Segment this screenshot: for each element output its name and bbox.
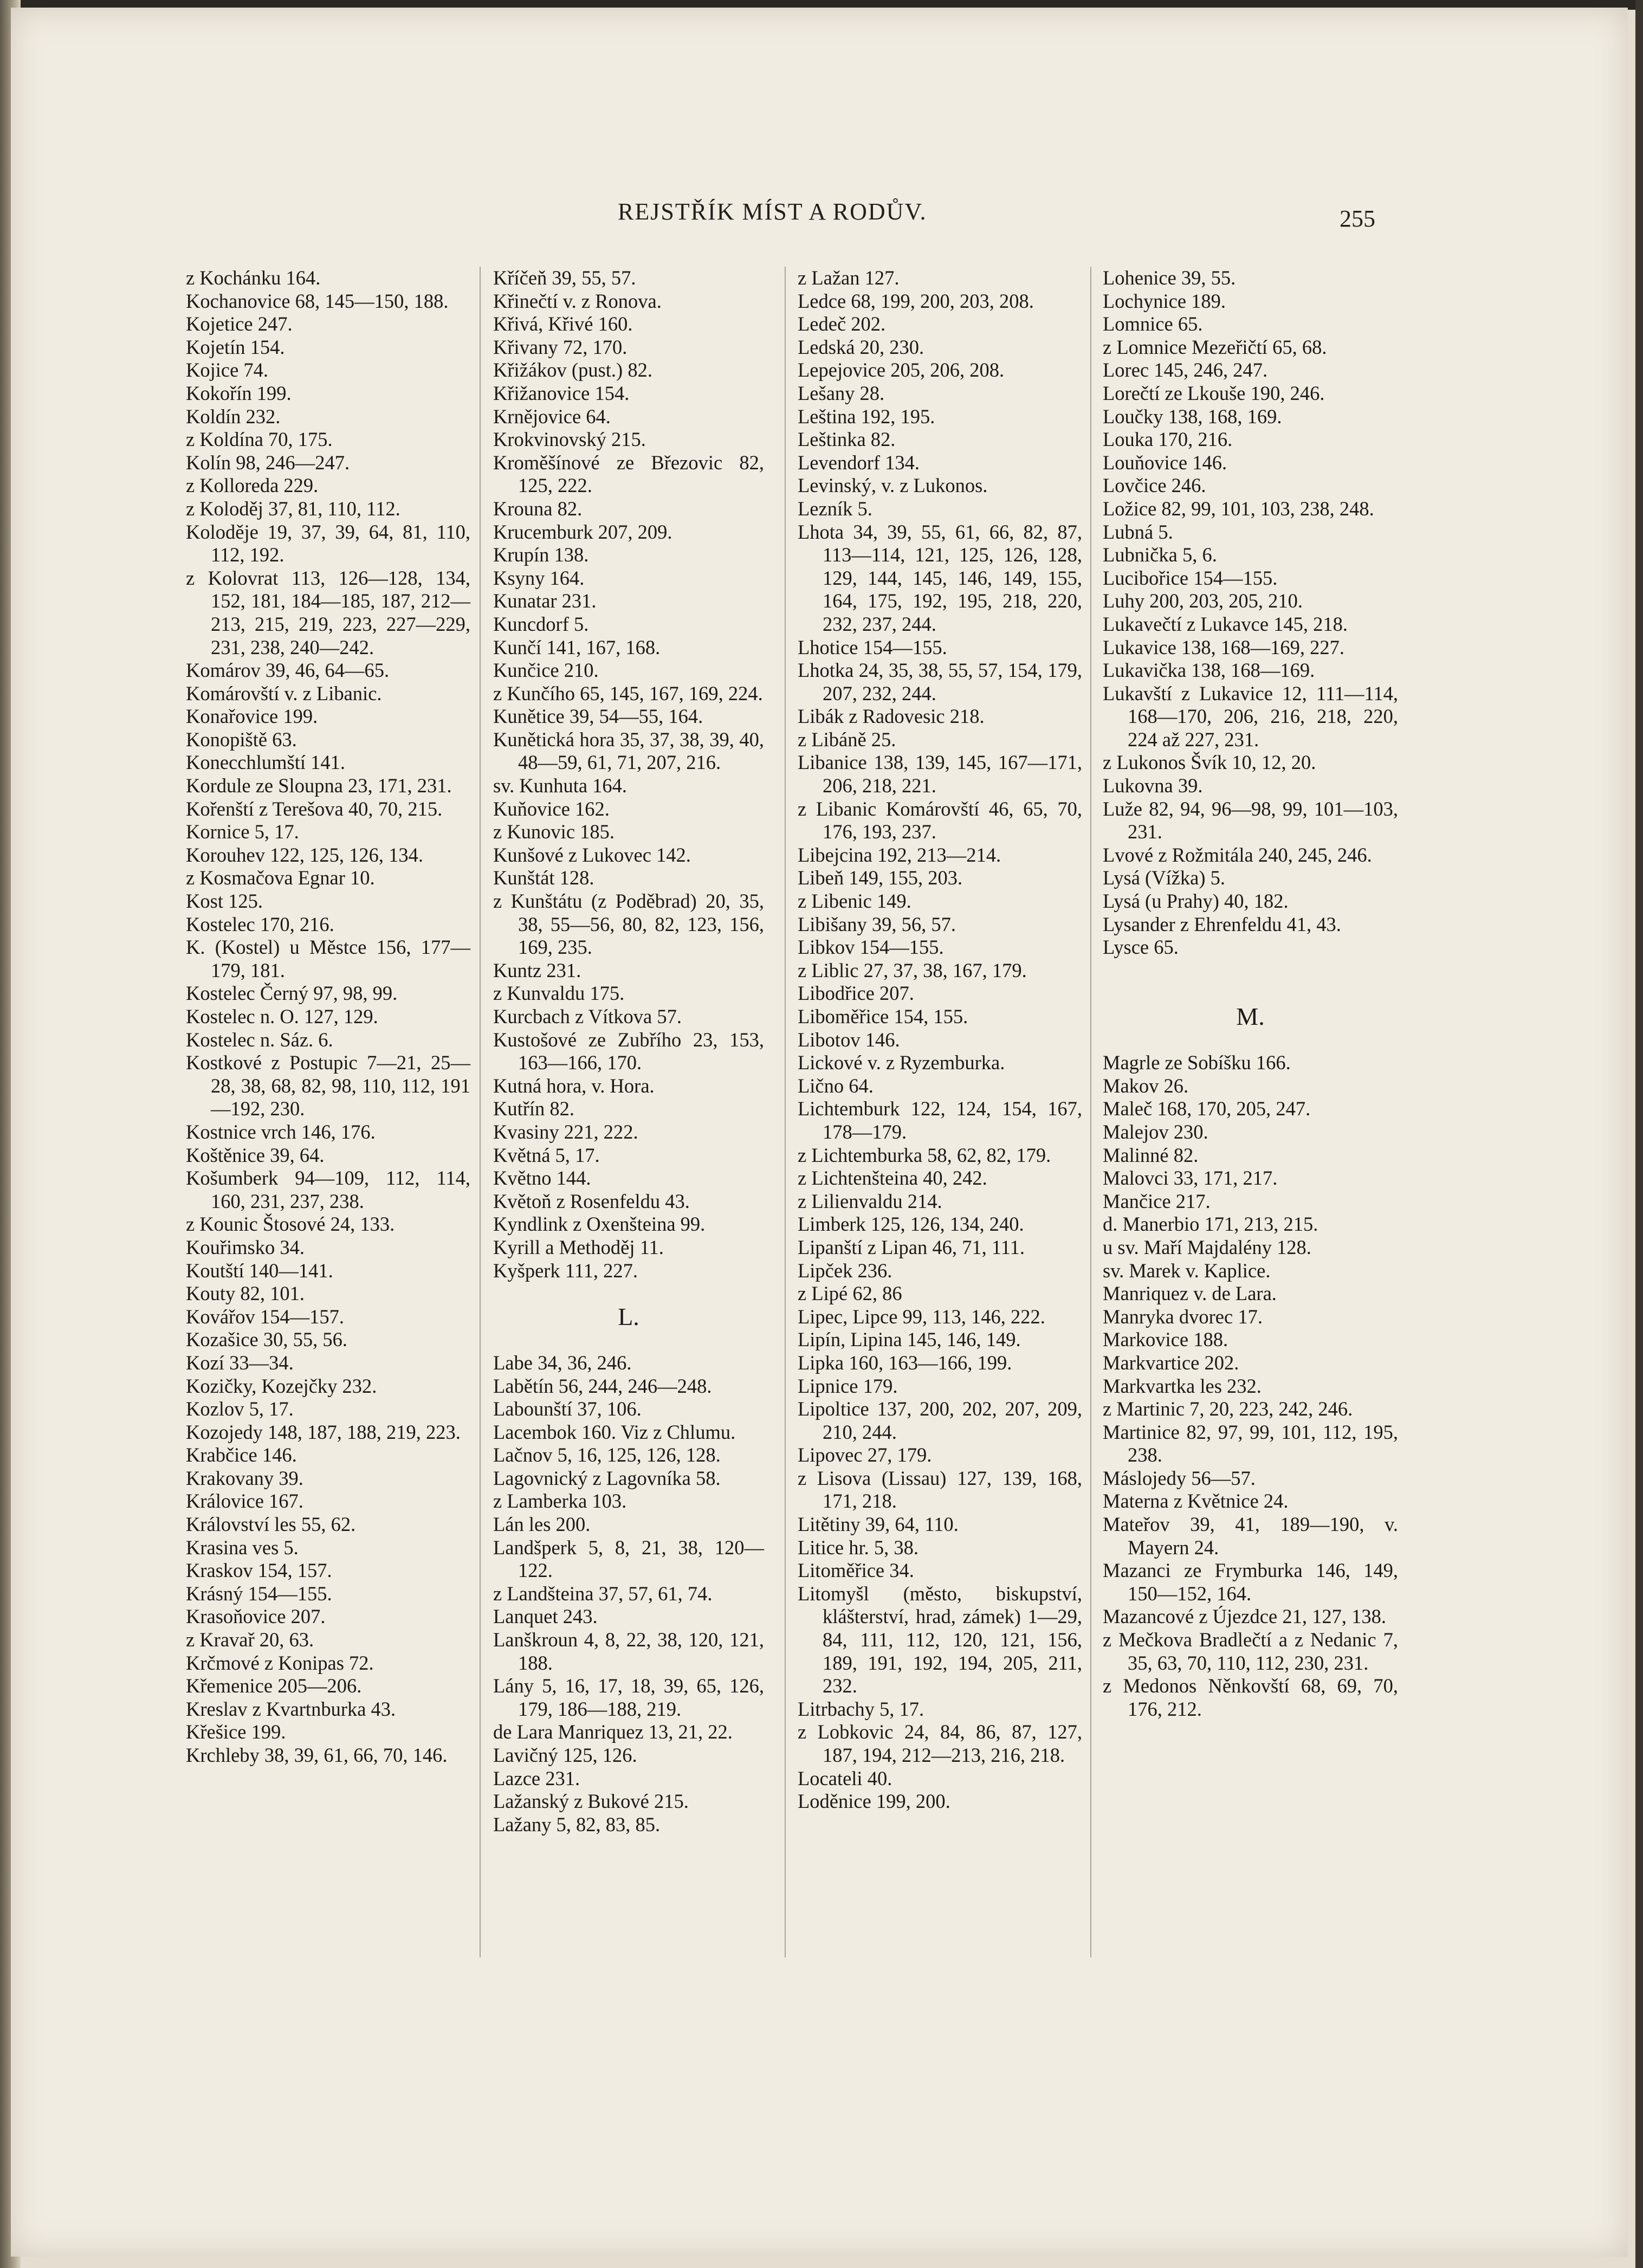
index-entry: Lysá (u Prahy) 40, 182.	[1103, 890, 1289, 913]
index-entry: Kost 125.	[186, 890, 263, 913]
index-entry: Kuňovice 162.	[493, 797, 610, 820]
index-entry: Litomyšl (město, biskupství, klášterství, hrad, zámek) 1—29, 84, 111, 112, 120, 121, 156, 189, 191, 192, 194, 205, 211, 232.	[798, 1582, 1082, 1697]
index-entry: Leštinka 82.	[798, 428, 896, 451]
index-entry: Kříčeň 39, 55, 57.	[493, 267, 636, 289]
index-entry: z Kochánku 164.	[186, 267, 321, 289]
index-entry: Kozojedy 148, 187, 188, 219, 223.	[186, 1420, 461, 1443]
index-entry: Lorečtí ze Lkouše 190, 246.	[1103, 382, 1325, 404]
index-entry: Lomnice 65.	[1103, 313, 1203, 335]
index-entry: Lipín, Lipina 145, 146, 149.	[798, 1328, 1021, 1351]
index-entry: z Lobkovic 24, 84, 86, 87, 127, 187, 194, 212—213, 216, 218.	[798, 1721, 1082, 1766]
index-entry: Lichtemburk 122, 124, 154, 167, 178—179.	[798, 1097, 1082, 1143]
index-entry: z Mečkova Bradlečtí a z Nedanic 7, 35, 63, 70, 110, 112, 230, 231.	[1103, 1629, 1398, 1674]
index-entry: Mazanci ze Frymburka 146, 149, 150—152, 164.	[1103, 1559, 1398, 1605]
index-entry: Lažanský z Bukové 215.	[493, 1790, 689, 1813]
index-entry: Lukovna 39.	[1103, 774, 1203, 797]
index-entry: Locateli 40.	[798, 1767, 892, 1789]
index-entry: Kustošové ze Zubřího 23, 153, 163—166, 170.	[493, 1028, 764, 1074]
index-entry: Krupín 138.	[493, 544, 589, 566]
index-entry: z Kounic Štosové 24, 133.	[186, 1213, 395, 1236]
index-entry: Ledská 20, 230.	[798, 335, 924, 358]
index-entry: Libejcina 192, 213—214.	[798, 843, 1001, 866]
index-entry: z Liblic 27, 37, 38, 167, 179.	[798, 959, 1027, 981]
index-entry: Kozlov 5, 17.	[186, 1398, 294, 1420]
index-entry: Kostelec 170, 216.	[186, 913, 334, 935]
index-entry: Koutští 140—141.	[186, 1259, 333, 1282]
index-entry: z Kunovic 185.	[493, 820, 615, 843]
index-entry: Lysce 65.	[1103, 936, 1179, 959]
index-entry: Levendorf 134.	[798, 451, 920, 474]
column-rule	[785, 267, 786, 1957]
index-entry: Křivá, Křivé 160.	[493, 313, 633, 335]
index-entry: Lucibořice 154—155.	[1103, 566, 1278, 589]
index-entry: Kunšové z Lukovec 142.	[493, 843, 691, 866]
index-entry: Lukavští z Lukavice 12, 111—114, 168—170, 206, 216, 218, 220, 224 až 227, 231.	[1103, 682, 1398, 751]
index-entry: Krasina ves 5.	[186, 1536, 299, 1559]
index-entry: Kordule ze Sloupna 23, 171, 231.	[186, 774, 452, 797]
index-entry: Lipec, Lipce 99, 113, 146, 222.	[798, 1305, 1045, 1328]
index-entry: Kunatar 231.	[493, 590, 597, 612]
index-entry: Lhotice 154—155.	[798, 636, 947, 658]
index-entry: Krásný 154—155.	[186, 1582, 332, 1605]
index-entry: Lubnička 5, 6.	[1103, 544, 1217, 566]
index-entry: Litice hr. 5, 38.	[798, 1536, 919, 1559]
index-entry: Leština 192, 195.	[798, 405, 935, 428]
index-column-2	[493, 267, 764, 1836]
index-entry: Kunětice 39, 54—55, 164.	[493, 705, 703, 728]
index-entry: Malinné 82.	[1103, 1143, 1199, 1166]
index-entry: Limberk 125, 126, 134, 240.	[798, 1213, 1024, 1236]
index-entry: z Libanic Komárovští 46, 65, 70, 176, 193, 237.	[798, 797, 1082, 843]
index-entry: Kuncdorf 5.	[493, 612, 589, 635]
index-entry: Lavičný 125, 126.	[493, 1744, 637, 1766]
index-entry: Křivany 72, 170.	[493, 335, 628, 358]
index-entry: z Koldína 70, 175.	[186, 428, 333, 451]
index-entry: Lhota 34, 39, 55, 61, 66, 82, 87, 113—114, 121, 125, 126, 128, 129, 144, 145, 146, 149, 155, 164, 175, 192, 195, 218, 220, 232, 237, 244.	[798, 520, 1082, 635]
index-entry: Krabčice 146.	[186, 1444, 297, 1466]
index-entry: Kornice 5, 17.	[186, 820, 299, 843]
index-entry: Kovářov 154—157.	[186, 1305, 344, 1328]
index-column-1	[186, 267, 470, 1767]
index-entry: Kokořín 199.	[186, 382, 292, 404]
index-column-4	[1103, 267, 1398, 1721]
index-entry: Libkov 154—155.	[798, 936, 944, 959]
index-entry: Materna z Květnice 24.	[1103, 1490, 1289, 1513]
index-entry: Lipka 160, 163—166, 199.	[798, 1351, 1012, 1374]
index-entry: Louňovice 146.	[1103, 451, 1227, 474]
index-entry: Ložice 82, 99, 101, 103, 238, 248.	[1103, 497, 1374, 520]
index-entry: sv. Kunhuta 164.	[493, 774, 628, 797]
index-entry: Libák z Radovesic 218.	[798, 705, 985, 728]
index-entry: Lysander z Ehrenfeldu 41, 43.	[1103, 913, 1341, 935]
spacer	[1103, 959, 1398, 983]
index-entry: z Kunvaldu 175.	[493, 982, 625, 1005]
index-entry: Markvartice 202.	[1103, 1351, 1239, 1374]
column-rule	[1090, 267, 1091, 1957]
index-entry: Lubná 5.	[1103, 520, 1173, 543]
index-entry: Království les 55, 62.	[186, 1513, 356, 1536]
index-entry: Konecchlumští 141.	[186, 751, 345, 774]
index-entry: Lovčice 246.	[1103, 474, 1206, 497]
column-rule	[480, 267, 481, 1957]
index-entry: Luhy 200, 203, 205, 210.	[1103, 590, 1303, 612]
index-entry: Koštěnice 39, 64.	[186, 1143, 325, 1166]
spacer	[1103, 982, 1398, 1005]
page-title: REJSTŘÍK MÍST A RODŮV.	[618, 198, 927, 225]
index-entry: de Lara Manriquez 13, 21, 22.	[493, 1721, 733, 1743]
index-entry: z Lažan 127.	[798, 267, 900, 289]
index-entry: Markovice 188.	[1103, 1328, 1228, 1351]
index-entry: Libanice 138, 139, 145, 167—171, 206, 218, 221.	[798, 751, 1082, 797]
index-entry: Kojice 74.	[186, 359, 269, 382]
index-entry: Kraskov 154, 157.	[186, 1559, 332, 1582]
spacer	[493, 1282, 764, 1306]
index-entry: Kozičky, Kozejčky 232.	[186, 1374, 377, 1397]
index-entry: Lochynice 189.	[1103, 289, 1226, 312]
index-entry: Křinečtí v. z Ronova.	[493, 289, 662, 312]
index-entry: Kojetice 247.	[186, 313, 293, 335]
index-entry: Kyndlink z Oxenšteina 99.	[493, 1213, 706, 1236]
index-entry: Lán les 200.	[493, 1513, 591, 1536]
index-entry: Kolín 98, 246—247.	[186, 451, 350, 474]
index-entry: Lanquet 243.	[493, 1605, 598, 1628]
index-entry: Kunětická hora 35, 37, 38, 39, 40, 48—59, 61, 71, 207, 216.	[493, 728, 764, 774]
index-entry: Libodřice 207.	[798, 982, 914, 1005]
index-entry: z Kunštátu (z Poděbrad) 20, 35, 38, 55—56, 80, 82, 123, 156, 169, 235.	[493, 890, 764, 959]
index-entry: z Lukonos Švík 10, 12, 20.	[1103, 751, 1316, 774]
index-entry: Košumberk 94—109, 112, 114, 160, 231, 237, 238.	[186, 1167, 470, 1212]
index-entry: Královice 167.	[186, 1490, 303, 1513]
index-entry: z Lichtenšteina 40, 242.	[798, 1167, 987, 1190]
index-entry: Kutná hora, v. Hora.	[493, 1074, 655, 1097]
index-entry: Litětiny 39, 64, 110.	[798, 1513, 959, 1536]
index-entry: Kouty 82, 101.	[186, 1282, 305, 1305]
index-entry: Krchleby 38, 39, 61, 66, 70, 146.	[186, 1744, 448, 1766]
index-entry: Lipovec 27, 179.	[798, 1444, 932, 1466]
index-entry: Lačnov 5, 16, 125, 126, 128.	[493, 1444, 721, 1466]
index-entry: Lezník 5.	[798, 497, 872, 520]
index-entry: Lohenice 39, 55.	[1103, 267, 1236, 289]
index-entry: Markvartka les 232.	[1103, 1374, 1262, 1397]
index-entry: Louka 170, 216.	[1103, 428, 1233, 451]
index-entry: sv. Marek v. Kaplice.	[1103, 1259, 1271, 1282]
index-entry: Magrle ze Sobíšku 166.	[1103, 1051, 1291, 1074]
index-entry: Křešice 199.	[186, 1721, 286, 1743]
index-entry: Kořenští z Terešova 40, 70, 215.	[186, 797, 443, 820]
index-entry: d. Manerbio 171, 213, 215.	[1103, 1213, 1318, 1236]
index-entry: z Medonos Něnkovští 68, 69, 70, 176, 212.	[1103, 1675, 1398, 1720]
index-entry: Kvasiny 221, 222.	[493, 1120, 638, 1143]
index-entry: z Kolovrat 113, 126—128, 134, 152, 181, 184—185, 187, 212—213, 215, 219, 223, 227—229, 231, 238, 240—242.	[186, 566, 470, 658]
index-entry: Květno 144.	[493, 1167, 591, 1190]
section-letter: M.	[1236, 1003, 1265, 1030]
index-entry: Libeň 149, 155, 203.	[798, 867, 963, 889]
index-entry: Květoň z Rosenfeldu 43.	[493, 1190, 690, 1212]
scan-right-edge	[1635, 0, 1643, 2268]
index-entry: Litoměřice 34.	[798, 1559, 914, 1582]
index-entry: Krasoňovice 207.	[186, 1605, 326, 1628]
index-entry: Máslojedy 56—57.	[1103, 1466, 1256, 1489]
index-entry: Kostelec Černý 97, 98, 99.	[186, 982, 398, 1005]
index-entry: Mančice 217.	[1103, 1190, 1211, 1212]
index-entry: Lagovnický z Lagovníka 58.	[493, 1466, 721, 1489]
index-entry: Levinský, v. z Lukonos.	[798, 474, 988, 497]
index-entry: Labětín 56, 244, 246—248.	[493, 1374, 712, 1397]
index-entry: Lipček 236.	[798, 1259, 892, 1282]
index-entry: Konopiště 63.	[186, 728, 297, 751]
index-entry: Libišany 39, 56, 57.	[798, 913, 956, 935]
index-entry: z Kosmačova Egnar 10.	[186, 867, 375, 889]
index-entry: Kyrill a Methoděj 11.	[493, 1236, 664, 1258]
spacer	[493, 1328, 764, 1352]
index-entry: Malejov 230.	[1103, 1120, 1208, 1143]
spacer	[1103, 1029, 1398, 1052]
index-entry: Kutřín 82.	[493, 1097, 575, 1120]
index-entry: z Lisova (Lissau) 127, 139, 168, 171, 218.	[798, 1466, 1082, 1513]
index-entry: Křižanovice 154.	[493, 382, 630, 404]
index-entry: Kostelec n. Sáz. 6.	[186, 1028, 333, 1051]
index-entry: Lazce 231.	[493, 1767, 580, 1789]
index-entry: Loděnice 199, 200.	[798, 1790, 950, 1813]
index-entry: Kreslav z Kvartnburka 43.	[186, 1697, 396, 1720]
index-entry: Mateřov 39, 41, 189—190, v. Mayern 24.	[1103, 1513, 1398, 1559]
index-entry: z Lamberka 103.	[493, 1490, 627, 1513]
index-entry: Kozašice 30, 55, 56.	[186, 1328, 348, 1351]
index-entry: z Lichtemburka 58, 62, 82, 179.	[798, 1143, 1051, 1166]
index-entry: Lickové v. z Ryzemburka.	[798, 1051, 1005, 1074]
index-entry: Landšperk 5, 8, 21, 38, 120—122.	[493, 1536, 764, 1582]
index-entry: Manriquez v. de Lara.	[1103, 1282, 1277, 1305]
index-entry: K. (Kostel) u Městce 156, 177—179, 181.	[186, 936, 470, 981]
index-entry: Ledce 68, 199, 200, 203, 208.	[798, 289, 1034, 312]
index-entry: Lažany 5, 82, 83, 85.	[493, 1813, 661, 1836]
index-entry: Liboměřice 154, 155.	[798, 1005, 968, 1028]
index-entry: Lepejovice 205, 206, 208.	[798, 359, 1005, 382]
index-entry: Lacembok 160. Viz z Chlumu.	[493, 1420, 736, 1443]
index-entry: Kyšperk 111, 227.	[493, 1259, 638, 1282]
index-entry: z Lipé 62, 86	[798, 1282, 902, 1305]
index-entry: Libotov 146.	[798, 1028, 900, 1051]
index-entry: Luže 82, 94, 96—98, 99, 101—103, 231.	[1103, 797, 1398, 843]
index-entry: Křemenice 205—206.	[186, 1675, 362, 1697]
index-entry: Kunčice 210.	[493, 659, 599, 682]
index-entry: Krnějovice 64.	[493, 405, 611, 428]
index-entry: Kunčí 141, 167, 168.	[493, 636, 661, 658]
index-entry: Koloděje 19, 37, 39, 64, 81, 110, 112, 192.	[186, 520, 470, 566]
index-entry: Martinice 82, 97, 99, 101, 112, 195, 238.	[1103, 1420, 1398, 1466]
index-entry: Ksyny 164.	[493, 566, 585, 589]
index-entry: z Kunčího 65, 145, 167, 169, 224.	[493, 682, 763, 705]
index-entry: Lešany 28.	[798, 382, 885, 404]
index-entry: Korouhev 122, 125, 126, 134.	[186, 843, 423, 866]
index-entry: Kouřimsko 34.	[186, 1236, 305, 1258]
index-entry: z Koloděj 37, 81, 110, 112.	[186, 497, 400, 520]
index-entry: z Martinic 7, 20, 223, 242, 246.	[1103, 1398, 1353, 1420]
index-entry: z Kravař 20, 63.	[186, 1629, 314, 1651]
index-entry: Kunštát 128.	[493, 867, 594, 889]
index-entry: u sv. Maří Majdalény 128.	[1103, 1236, 1311, 1258]
index-entry: z Lomnice Mezeřičtí 65, 68.	[1103, 335, 1327, 358]
index-entry: z Libáně 25.	[798, 728, 896, 751]
index-entry: Konařovice 199.	[186, 705, 318, 728]
index-entry: Lorec 145, 246, 247.	[1103, 359, 1268, 382]
index-entry: Krčmové z Konipas 72.	[186, 1651, 374, 1674]
index-entry: Makov 26.	[1103, 1074, 1189, 1097]
page-number: 255	[1340, 205, 1375, 232]
index-entry: Krokvinovský 215.	[493, 428, 646, 451]
index-entry: Krucemburk 207, 209.	[493, 520, 672, 543]
index-entry: Maleč 168, 170, 205, 247.	[1103, 1097, 1311, 1120]
index-entry: Lipnice 179.	[798, 1374, 898, 1397]
index-entry: Kostelec n. O. 127, 129.	[186, 1005, 378, 1028]
index-entry: Lično 64.	[798, 1074, 874, 1097]
index-entry: Lány 5, 16, 17, 18, 39, 65, 126, 179, 186—188, 219.	[493, 1675, 764, 1720]
index-entry: Krouna 82.	[493, 497, 583, 520]
index-entry: Lukavečtí z Lukavce 145, 218.	[1103, 612, 1348, 635]
index-entry: Malovci 33, 171, 217.	[1103, 1167, 1278, 1190]
index-entry: Lipanští z Lipan 46, 71, 111.	[798, 1236, 1025, 1258]
index-entry: Komárovští v. z Libanic.	[186, 682, 382, 705]
index-entry: Kostnice vrch 146, 176.	[186, 1120, 376, 1143]
index-entry: Ledeč 202.	[798, 313, 886, 335]
index-column-3	[798, 267, 1082, 1813]
index-entry: Lvové z Rožmitála 240, 245, 246.	[1103, 843, 1372, 866]
index-entry: Lanškroun 4, 8, 22, 38, 120, 121, 188.	[493, 1629, 764, 1674]
index-entry: Manryka dvorec 17.	[1103, 1305, 1263, 1328]
index-entry: Litrbachy 5, 17.	[798, 1697, 924, 1720]
section-letter: L.	[618, 1302, 639, 1330]
index-entry: Lipoltice 137, 200, 202, 207, 209, 210, 244.	[798, 1398, 1082, 1443]
index-entry: Kochanovice 68, 145—150, 188.	[186, 289, 449, 312]
index-entry: Kojetín 154.	[186, 335, 285, 358]
index-entry: Krakovany 39.	[186, 1466, 303, 1489]
index-entry: Křižákov (pust.) 82.	[493, 359, 652, 382]
index-entry: Květná 5, 17.	[493, 1143, 600, 1166]
index-entry: Kozí 33—34.	[186, 1351, 294, 1374]
index-entry: Mazancové z Újezdce 21, 127, 138.	[1103, 1605, 1386, 1628]
index-entry: Kostkové z Postupic 7—21, 25—28, 38, 68, 82, 98, 110, 112, 191—192, 230.	[186, 1051, 470, 1120]
index-entry: Loučky 138, 168, 169.	[1103, 405, 1282, 428]
index-entry: z Landšteina 37, 57, 61, 74.	[493, 1582, 713, 1605]
index-entry: Lukavice 138, 168—169, 227.	[1103, 636, 1345, 658]
index-entry: Labe 34, 36, 246.	[493, 1351, 632, 1374]
index-entry: Lysá (Vížka) 5.	[1103, 867, 1226, 889]
index-entry: z Kolloreda 229.	[186, 474, 319, 497]
index-entry: Komárov 39, 46, 64—65.	[186, 659, 390, 682]
index-entry: Koldín 232.	[186, 405, 281, 428]
index-entry: z Lilienvaldu 214.	[798, 1190, 942, 1212]
index-entry: Lukavička 138, 168—169.	[1103, 659, 1315, 682]
index-entry: Labounští 37, 106.	[493, 1398, 642, 1420]
index-entry: Kuntz 231.	[493, 959, 581, 981]
index-entry: Kurcbach z Vítkova 57.	[493, 1005, 682, 1028]
index-entry: z Libenic 149.	[798, 890, 911, 913]
index-entry: Kroměšínové ze Březovic 82, 125, 222.	[493, 451, 764, 497]
index-entry: Lhotka 24, 35, 38, 55, 57, 154, 179, 207, 232, 244.	[798, 659, 1082, 705]
